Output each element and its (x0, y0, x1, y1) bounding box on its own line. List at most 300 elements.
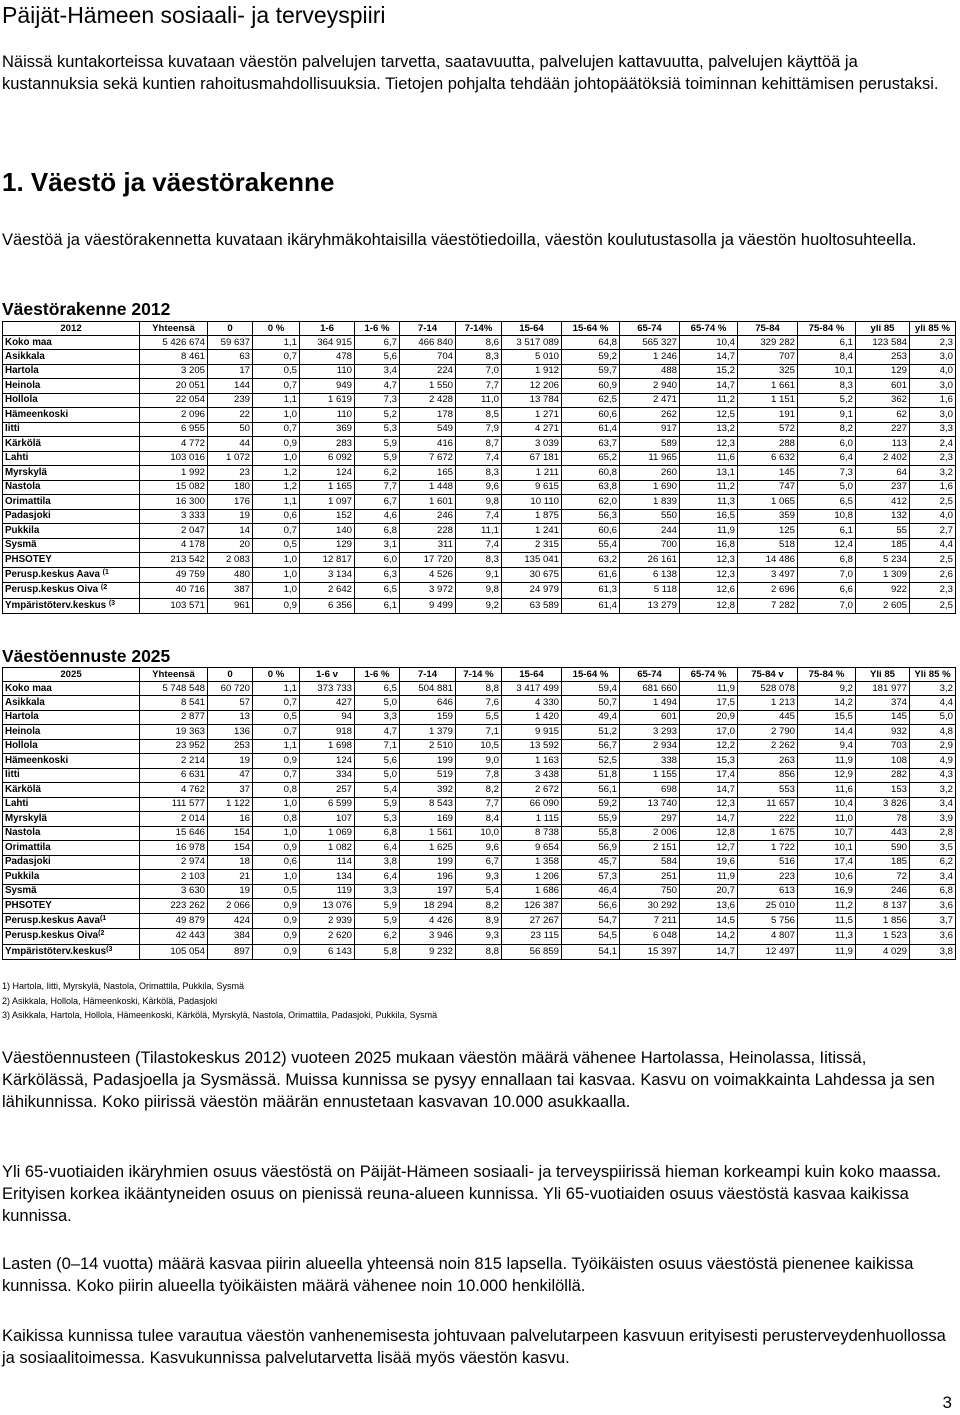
table-cell: 12 817 (300, 553, 355, 568)
table-cell: 23 952 (140, 739, 208, 754)
table-cell: 4,7 (355, 379, 400, 394)
footnote: 2) Asikkala, Hollola, Hämeenkoski, Kärkölä, Padasjoki (2, 995, 218, 1006)
table-cell: 103 571 (140, 598, 208, 614)
table-cell: 2,4 (910, 437, 956, 452)
table-cell: 427 (300, 696, 355, 711)
table-cell: 311 (400, 538, 456, 553)
table-cell: 334 (300, 768, 355, 783)
table-cell: 113 (856, 437, 910, 452)
table-row (3, 553, 956, 568)
table-cell: 3 293 (620, 725, 680, 740)
table-cell: 11,9 (680, 870, 738, 885)
row-name: Sysmä (5, 885, 37, 897)
column-header: 1-6 % (355, 668, 400, 682)
table-cell: 0,9 (253, 598, 300, 614)
table-cell: 8 137 (856, 899, 910, 914)
table-cell: 1 675 (738, 826, 798, 841)
row-name: Iitti (5, 769, 20, 781)
table-cell: 704 (400, 350, 456, 365)
table-cell: 1 151 (738, 393, 798, 408)
row-name: Perusp.keskus Aava (5, 914, 100, 926)
table-cell: 1,1 (253, 739, 300, 754)
table-cell: 6,5 (355, 682, 400, 696)
table-cell: 2 877 (140, 710, 208, 725)
table-cell: 1 550 (400, 379, 456, 394)
table-row (3, 350, 956, 365)
table-cell: 8,4 (456, 812, 502, 827)
table-cell: 1,2 (253, 466, 300, 481)
table-cell: 107 (300, 812, 355, 827)
table-cell: 105 054 (140, 944, 208, 960)
table-cell: 8,3 (798, 379, 856, 394)
row-name: Heinola (5, 725, 41, 737)
table-cell: 1,0 (253, 553, 300, 568)
table-cell: 5 234 (856, 553, 910, 568)
table-cell: 4,0 (910, 364, 956, 379)
table-cell: 17,4 (798, 855, 856, 870)
table-cell: 6,0 (798, 437, 856, 452)
row-name: Ympäristöterv.keskus (5, 945, 107, 957)
row-label (3, 553, 140, 568)
row-label (3, 710, 140, 725)
table-cell: 703 (856, 739, 910, 754)
table-cell: 11,9 (798, 944, 856, 960)
row-label (3, 538, 140, 553)
row-name: Orimattila (5, 841, 51, 853)
row-label (3, 826, 140, 841)
table-cell: 9,3 (456, 929, 502, 945)
table-cell: 124 (300, 466, 355, 481)
table-cell: 2 974 (140, 855, 208, 870)
table-cell: 3,2 (910, 682, 956, 696)
table-cell: 20 051 (140, 379, 208, 394)
table-cell: 6 143 (300, 944, 355, 960)
table-cell: 20 (208, 538, 253, 553)
table-cell: 1,0 (253, 451, 300, 466)
table-cell: 572 (738, 422, 798, 437)
table-cell: 6,2 (910, 855, 956, 870)
table-cell: 262 (620, 408, 680, 423)
column-header: 2012 (3, 322, 140, 336)
table-cell: 2 642 (300, 583, 355, 599)
table-row (3, 336, 956, 350)
table-cell: 7 282 (738, 598, 798, 614)
table-cell: 9,2 (456, 598, 502, 614)
table-cell: 13,1 (680, 466, 738, 481)
table-cell: 5,5 (456, 710, 502, 725)
table-cell: 51,2 (562, 725, 620, 740)
row-name: Perusp.keskus Oiva (5, 930, 99, 942)
table-cell: 13 592 (502, 739, 562, 754)
table-cell: 8,4 (798, 350, 856, 365)
table-cell: 103 016 (140, 451, 208, 466)
table-cell: 613 (738, 884, 798, 899)
table-cell: 5,0 (355, 768, 400, 783)
column-header: yli 85 % (910, 322, 956, 336)
table-cell: 3,0 (910, 350, 956, 365)
table-row (3, 783, 956, 798)
table-cell: 13 (208, 710, 253, 725)
row-name: Sysmä (5, 539, 37, 551)
table-cell: 78 (856, 812, 910, 827)
table-cell: 9 232 (400, 944, 456, 960)
table-cell: 0,8 (253, 812, 300, 827)
table-cell: 8,3 (456, 466, 502, 481)
row-name: Lahti (5, 798, 29, 810)
table-cell: 4 762 (140, 783, 208, 798)
table-cell: 1 912 (502, 364, 562, 379)
table-cell: 283 (300, 437, 355, 452)
table-cell: 67 181 (502, 451, 562, 466)
table-cell: 359 (738, 509, 798, 524)
table-cell: 1 839 (620, 495, 680, 510)
section-description: Väestöä ja väestörakennetta kuvataan ikäryhmäkohtaisilla väestötiedoilla, väestön koulutustasolla ja väestön huoltosuhteella. (2, 231, 917, 249)
table-row (3, 710, 956, 725)
table-cell: 5,9 (355, 899, 400, 914)
table-cell: 54,1 (562, 944, 620, 960)
table-cell: 30 292 (620, 899, 680, 914)
table-cell: 15,3 (680, 754, 738, 769)
table-cell: 42 443 (140, 929, 208, 945)
table-cell: 1 420 (502, 710, 562, 725)
table-cell: 2 083 (208, 553, 253, 568)
population-structure-2012-table (2, 321, 956, 614)
table-cell: 16 (208, 812, 253, 827)
table-cell: 60 720 (208, 682, 253, 696)
table-cell: 16,9 (798, 884, 856, 899)
population-forecast-2025-table (2, 667, 956, 960)
table-cell: 6,5 (798, 495, 856, 510)
table-cell: 62 (856, 408, 910, 423)
table-cell: 1 241 (502, 524, 562, 539)
table-cell: 49 759 (140, 567, 208, 583)
table-cell: 16,8 (680, 538, 738, 553)
row-label (3, 495, 140, 510)
table-cell: 7,0 (798, 567, 856, 583)
table-cell: 14,7 (680, 379, 738, 394)
table-cell: 0,5 (253, 364, 300, 379)
table-cell: 2 402 (856, 451, 910, 466)
table-cell: 124 (300, 754, 355, 769)
table-cell: 253 (208, 739, 253, 754)
table-cell: 3,1 (355, 538, 400, 553)
row-name: Padasjoki (5, 510, 51, 522)
table-cell: 1 601 (400, 495, 456, 510)
table-cell: 13 076 (300, 899, 355, 914)
table-cell: 1,1 (253, 682, 300, 696)
row-name: Asikkala (5, 350, 45, 362)
table-cell: 1 246 (620, 350, 680, 365)
table-cell: 2 066 (208, 899, 253, 914)
table-cell: 8,3 (456, 553, 502, 568)
footnote-marker: (3 (106, 945, 113, 953)
table-cell: 4 526 (400, 567, 456, 583)
table-cell: 747 (738, 480, 798, 495)
table-cell: 2,9 (910, 739, 956, 754)
table-cell: 30 675 (502, 567, 562, 583)
footnote-marker: (2 (98, 930, 105, 938)
table-cell: 1 165 (300, 480, 355, 495)
table-cell: 126 387 (502, 899, 562, 914)
table-cell: 424 (208, 913, 253, 929)
table-row (3, 754, 956, 769)
table-cell: 6,4 (355, 870, 400, 885)
paragraph-forecast: Väestöennusteen (Tilastokeskus 2012) vuoteen 2025 mukaan väestön määrä vähenee Hartolassa, Heinolassa, Iitissä, Kärkölässä, Padasjoella ja Sysmässä. Muissa kunnissa se pysyy ennallaan tai kasvaa. Kasvu on voimakkainta Lahdessa ja sen lähikunnissa. Koko piirissä väestön määrän ennustetaan kasvavan 10.000 asukkaalla. (2, 1049, 935, 1111)
table-cell: 1 619 (300, 393, 355, 408)
table-cell: 246 (400, 509, 456, 524)
table-cell: 14,2 (680, 929, 738, 945)
table-cell: 56,7 (562, 739, 620, 754)
table-cell: 114 (300, 855, 355, 870)
table-cell: 3 946 (400, 929, 456, 945)
table-cell: 1 448 (400, 480, 456, 495)
table-cell: 5 426 674 (140, 336, 208, 350)
table-cell: 72 (856, 870, 910, 885)
table-cell: 2,3 (910, 451, 956, 466)
table-cell: 2 696 (738, 583, 798, 599)
table-cell: 0,7 (253, 725, 300, 740)
row-name: PHSOTEY (5, 553, 52, 565)
column-header: Yli 85 % (910, 668, 956, 682)
row-name: Ympäristöterv.keskus (5, 599, 109, 611)
table-cell: 59,4 (562, 682, 620, 696)
table-row (3, 725, 956, 740)
table-cell: 6 138 (620, 567, 680, 583)
row-label (3, 437, 140, 452)
table-cell: 1,1 (253, 495, 300, 510)
table-cell: 1,6 (910, 393, 956, 408)
table-cell: 1 115 (502, 812, 562, 827)
table-cell: 1 686 (502, 884, 562, 899)
table-cell: 169 (400, 812, 456, 827)
table-cell: 61,3 (562, 583, 620, 599)
table-cell: 185 (856, 855, 910, 870)
column-header: 1-6 v (300, 668, 355, 682)
table-cell: 1,0 (253, 870, 300, 885)
column-header: 0 (208, 322, 253, 336)
table-cell: 1,2 (253, 480, 300, 495)
table-cell: 144 (208, 379, 253, 394)
column-header: 15-64 % (562, 322, 620, 336)
table-cell: 11 657 (738, 797, 798, 812)
table-cell: 7,6 (456, 696, 502, 711)
table-row (3, 567, 956, 583)
table-cell: 5,6 (355, 350, 400, 365)
row-label (3, 913, 140, 929)
table-cell: 60,9 (562, 379, 620, 394)
column-header: 15-64 (502, 322, 562, 336)
table-cell: 49,4 (562, 710, 620, 725)
table-cell: 6,8 (355, 826, 400, 841)
table-cell: 5,4 (456, 884, 502, 899)
table-cell: 110 (300, 408, 355, 423)
table-cell: 6,4 (355, 841, 400, 856)
table-cell: 412 (856, 495, 910, 510)
table-cell: 14,2 (798, 696, 856, 711)
table-cell: 2 047 (140, 524, 208, 539)
table-cell: 4 029 (856, 944, 910, 960)
table-cell: 364 915 (300, 336, 355, 350)
table-row (3, 538, 956, 553)
footnote-marker: (3 (108, 599, 116, 607)
table-cell: 3,0 (910, 408, 956, 423)
table-cell: 7,7 (355, 480, 400, 495)
table-cell: 5,9 (355, 797, 400, 812)
row-label (3, 336, 140, 350)
table-cell: 2 006 (620, 826, 680, 841)
column-header: Yli 85 (856, 668, 910, 682)
table-cell: 8,6 (456, 336, 502, 350)
table-cell: 0,7 (253, 422, 300, 437)
table-cell: 4,7 (355, 725, 400, 740)
column-header: 75-84 (738, 322, 798, 336)
table-row (3, 379, 956, 394)
table-cell: 10 110 (502, 495, 562, 510)
table-cell: 51,8 (562, 768, 620, 783)
table-cell: 9,2 (798, 682, 856, 696)
table-cell: 61,4 (562, 598, 620, 614)
table-cell: 46,4 (562, 884, 620, 899)
table-cell: 3,5 (910, 841, 956, 856)
table-cell: 6 599 (300, 797, 355, 812)
column-header: 65-74 % (680, 322, 738, 336)
table-cell: 7 211 (620, 913, 680, 929)
table-cell: 108 (856, 754, 910, 769)
table-cell: 11,6 (798, 783, 856, 798)
table-row (3, 797, 956, 812)
table-cell: 5 118 (620, 583, 680, 599)
footnote-marker: (1 (102, 568, 109, 576)
table-cell: 1,1 (253, 336, 300, 350)
table-cell: 750 (620, 884, 680, 899)
table-cell: 2,5 (910, 553, 956, 568)
table-cell: 11,6 (680, 451, 738, 466)
table-cell: 4 772 (140, 437, 208, 452)
table-cell: 387 (208, 583, 253, 599)
table-cell: 6,4 (798, 451, 856, 466)
table-cell: 856 (738, 768, 798, 783)
table-cell: 11,3 (798, 929, 856, 945)
table-cell: 5,0 (355, 696, 400, 711)
table-cell: 445 (738, 710, 798, 725)
table-cell: 6,8 (798, 553, 856, 568)
table-cell: 918 (300, 725, 355, 740)
table-cell: 2 428 (400, 393, 456, 408)
table-cell: 6,8 (910, 884, 956, 899)
table-cell: 20,9 (680, 710, 738, 725)
row-name: Hartola (5, 711, 39, 723)
table-cell: 601 (620, 710, 680, 725)
table-cell: 223 262 (140, 899, 208, 914)
table-cell: 7,7 (456, 379, 502, 394)
column-header: 65-74 % (680, 668, 738, 682)
table-row (3, 524, 956, 539)
table-cell: 11,5 (798, 913, 856, 929)
table-cell: 5,2 (355, 408, 400, 423)
row-name: Myrskylä (5, 466, 47, 478)
table-cell: 0,9 (253, 754, 300, 769)
table-cell: 165 (400, 466, 456, 481)
row-label (3, 739, 140, 754)
table-cell: 5 010 (502, 350, 562, 365)
table-cell: 6,7 (355, 495, 400, 510)
table-cell: 136 (208, 725, 253, 740)
table-cell: 13,2 (680, 422, 738, 437)
table-cell: 21 (208, 870, 253, 885)
table-cell: 1 690 (620, 480, 680, 495)
column-header: Yhteensä (140, 322, 208, 336)
table-cell: 932 (856, 725, 910, 740)
table-cell: 94 (300, 710, 355, 725)
table-row (3, 826, 956, 841)
table-cell: 1 494 (620, 696, 680, 711)
table-row (3, 696, 956, 711)
table-cell: 145 (856, 710, 910, 725)
table-cell: 12,3 (680, 797, 738, 812)
column-header: 75-84 v (738, 668, 798, 682)
column-header: 0 % (253, 668, 300, 682)
table-header-row (3, 668, 956, 682)
table-cell: 5,2 (798, 393, 856, 408)
table-cell: 228 (400, 524, 456, 539)
table-cell: 6 955 (140, 422, 208, 437)
table-cell: 1 163 (502, 754, 562, 769)
table-cell: 7,3 (798, 466, 856, 481)
table-cell: 4,8 (910, 725, 956, 740)
row-label (3, 364, 140, 379)
table-cell: 227 (856, 422, 910, 437)
column-header: 75-84 % (798, 322, 856, 336)
row-label (3, 754, 140, 769)
table-cell: 50,7 (562, 696, 620, 711)
table-cell: 0,5 (253, 710, 300, 725)
table-cell: 145 (738, 466, 798, 481)
table-cell: 13 740 (620, 797, 680, 812)
table-cell: 0,9 (253, 929, 300, 945)
table-cell: 176 (208, 495, 253, 510)
table-cell: 15,2 (680, 364, 738, 379)
table-cell: 60,6 (562, 408, 620, 423)
table-cell: 11,0 (456, 393, 502, 408)
table-row (3, 364, 956, 379)
table-cell: 17,5 (680, 696, 738, 711)
table-cell: 565 327 (620, 336, 680, 350)
table-cell: 4 330 (502, 696, 562, 711)
table-cell: 132 (856, 509, 910, 524)
table-cell: 11,9 (798, 754, 856, 769)
table-cell: 7,4 (456, 538, 502, 553)
table-cell: 10,6 (798, 870, 856, 885)
table-cell: 5,3 (355, 422, 400, 437)
table-cell: 59,7 (562, 364, 620, 379)
table-cell: 1 213 (738, 696, 798, 711)
row-name: Hartola (5, 365, 39, 377)
table-cell: 7,4 (456, 509, 502, 524)
table-cell: 1 097 (300, 495, 355, 510)
row-label (3, 899, 140, 914)
table-cell: 12,7 (680, 841, 738, 856)
table-cell: 16 978 (140, 841, 208, 856)
table-cell: 2 214 (140, 754, 208, 769)
table-cell: 1,0 (253, 797, 300, 812)
column-header: yli 85 (856, 322, 910, 336)
row-name: Pukkila (5, 870, 40, 882)
table-cell: 528 078 (738, 682, 798, 696)
table-row (3, 408, 956, 423)
table-cell: 504 881 (400, 682, 456, 696)
table-cell: 60,6 (562, 524, 620, 539)
table-cell: 549 (400, 422, 456, 437)
